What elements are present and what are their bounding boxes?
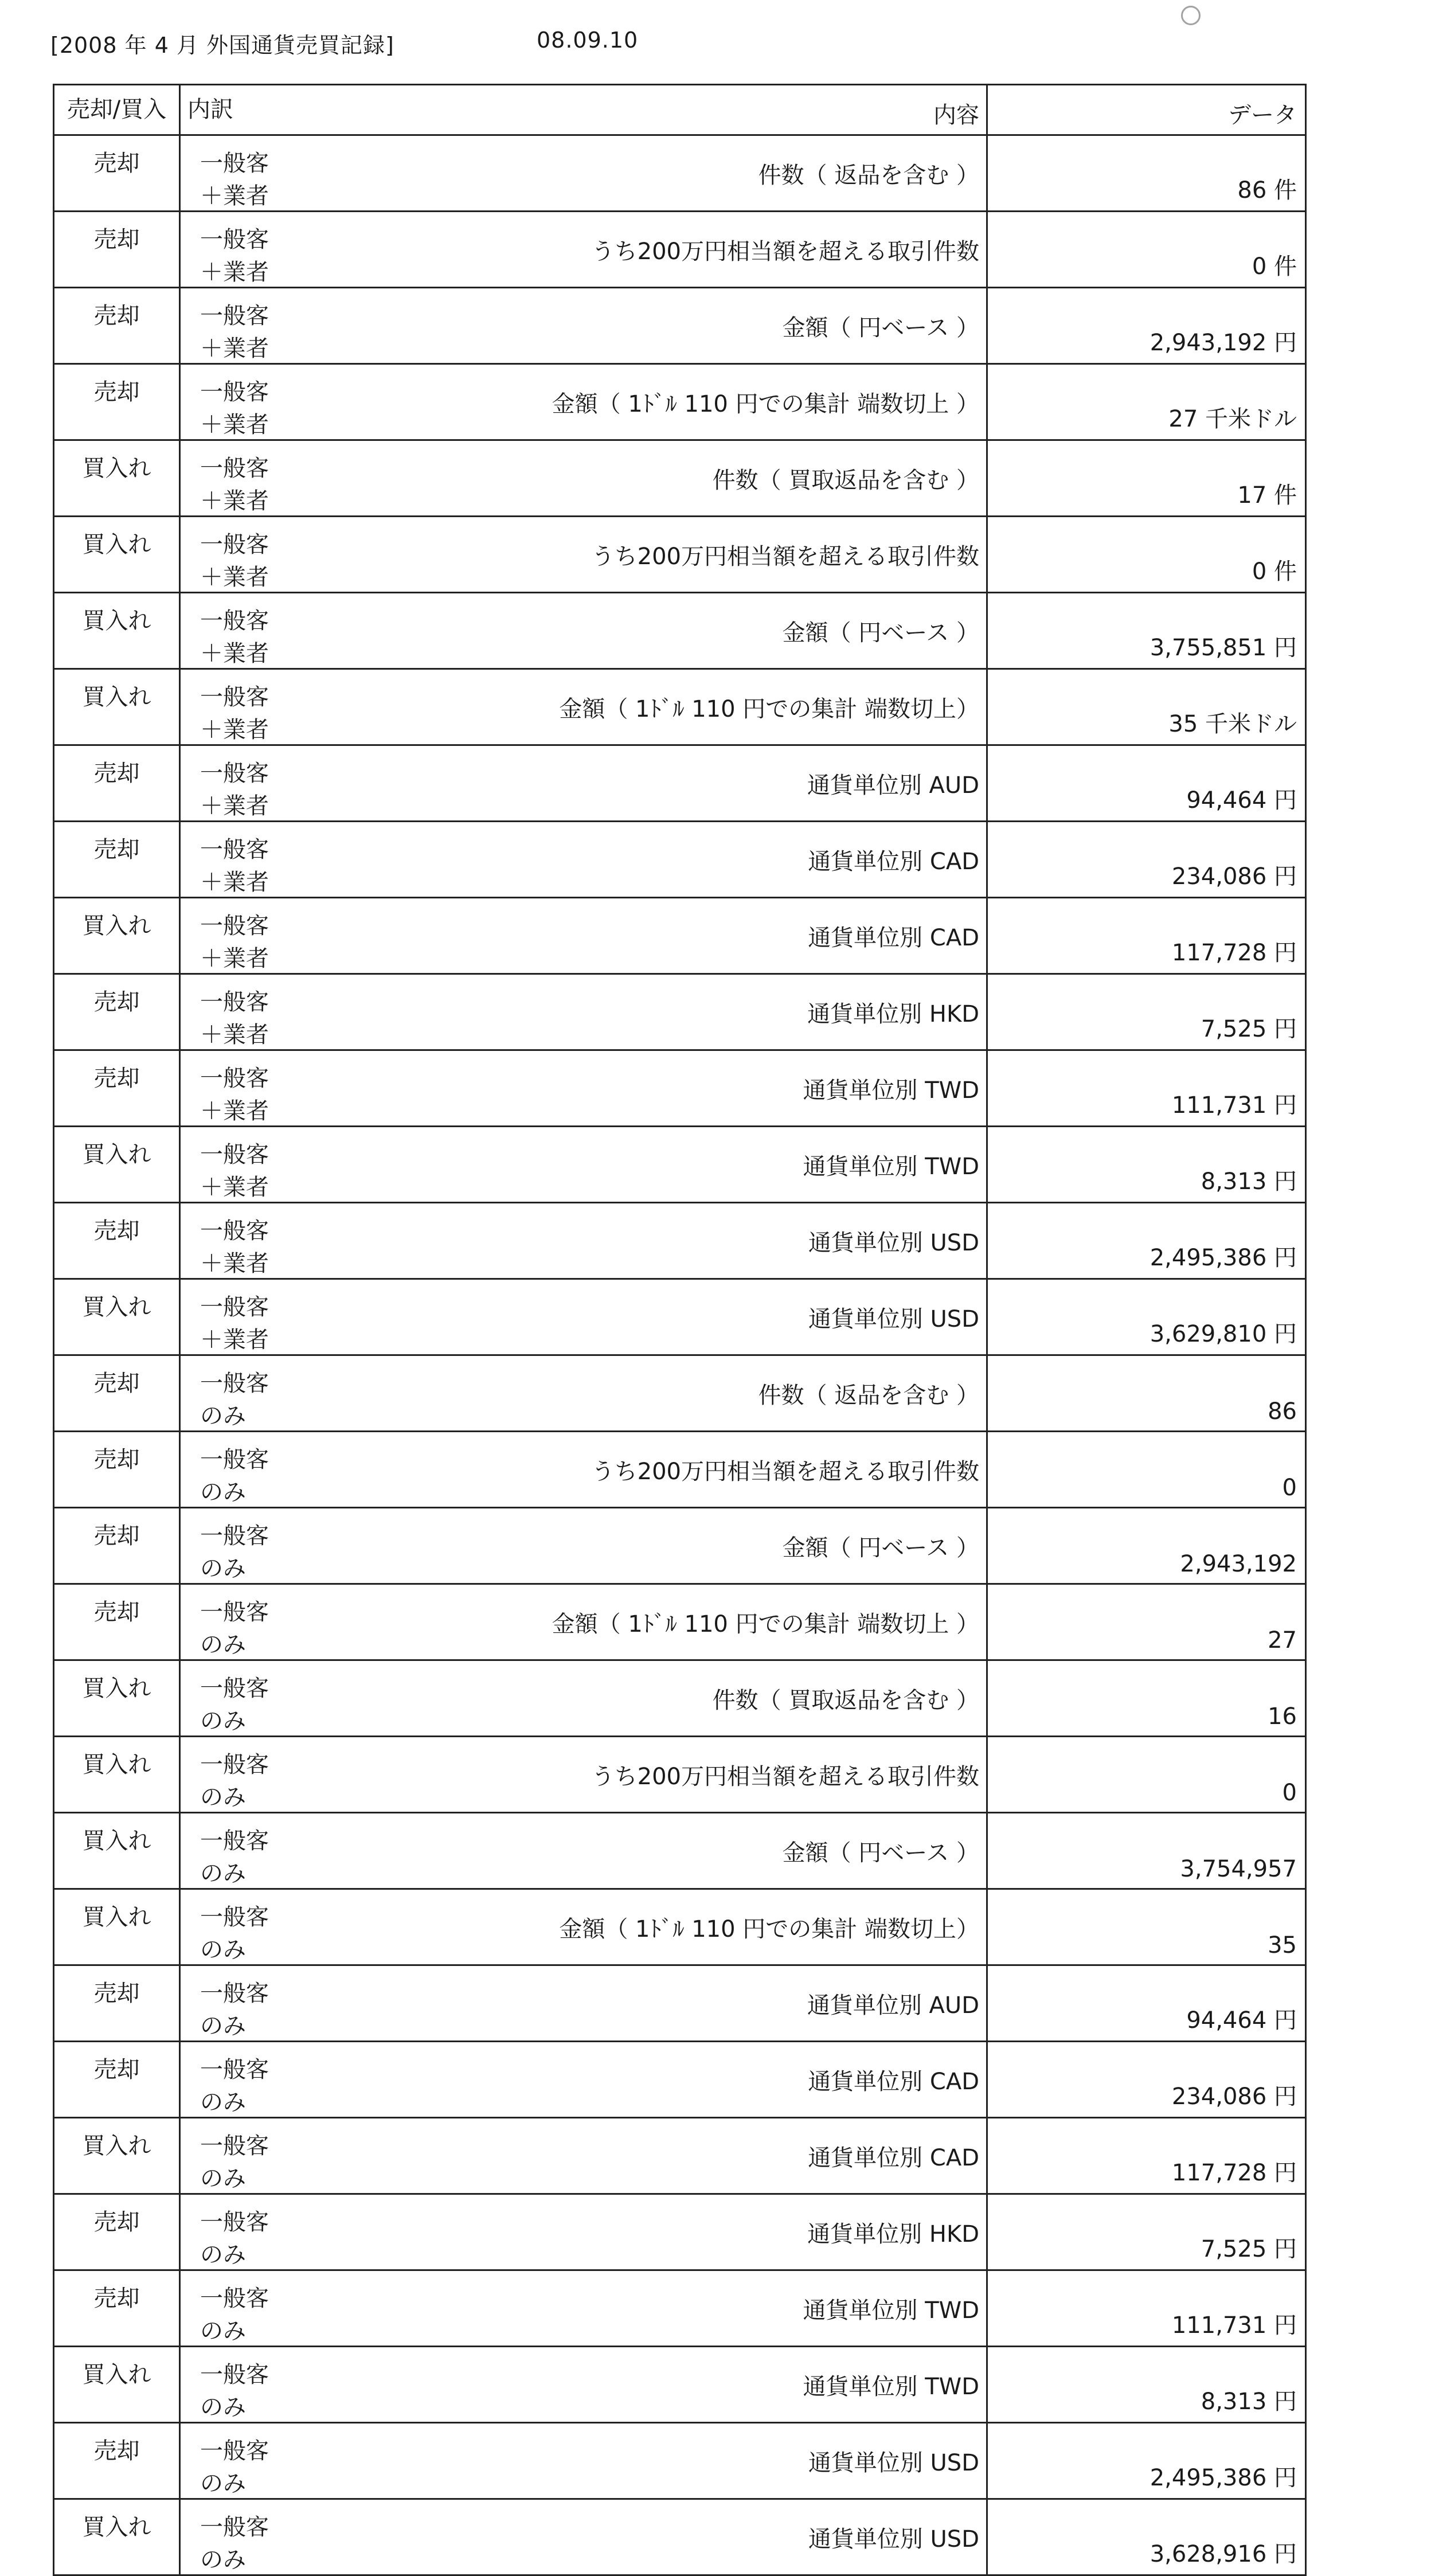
cell-breakdown: 一般客＋業者 bbox=[180, 1050, 287, 1127]
table-row bbox=[54, 1050, 1306, 1127]
cell-breakdown: 一般客＋業者 bbox=[180, 745, 287, 822]
cell-data: 16 bbox=[987, 1660, 1306, 1737]
cell-breakdown: 一般客＋業者 bbox=[180, 593, 287, 669]
cell-content: 通貨単位別 TWD bbox=[287, 2270, 987, 2347]
cell-type: 売却 bbox=[54, 822, 180, 898]
cell-breakdown: 一般客のみ bbox=[180, 1889, 287, 1965]
cell-data: 2,943,192 bbox=[987, 1508, 1306, 1584]
cell-type: 買入れ bbox=[54, 2118, 180, 2194]
cell-data: 7,525 円 bbox=[987, 974, 1306, 1050]
cell-content: 通貨単位別 USD bbox=[287, 2423, 987, 2499]
cell-breakdown: 一般客＋業者 bbox=[180, 898, 287, 974]
cell-breakdown: 一般客のみ bbox=[180, 2118, 287, 2194]
cell-data: 0 件 bbox=[987, 212, 1306, 288]
cell-breakdown: 一般客＋業者 bbox=[180, 517, 287, 593]
cell-type: 売却 bbox=[54, 212, 180, 288]
cell-data: 0 bbox=[987, 1737, 1306, 1813]
cell-breakdown: 一般客＋業者 bbox=[180, 288, 287, 364]
table-row bbox=[54, 2118, 1306, 2194]
table-row bbox=[54, 2499, 1306, 2575]
cell-data: 17 件 bbox=[987, 440, 1306, 517]
table-row bbox=[54, 1584, 1306, 1660]
cell-breakdown: 一般客＋業者 bbox=[180, 822, 287, 898]
cell-breakdown: 一般客のみ bbox=[180, 1965, 287, 2042]
cell-data: 8,313 円 bbox=[987, 2347, 1306, 2423]
cell-breakdown: 一般客＋業者 bbox=[180, 440, 287, 517]
cell-data: 27 bbox=[987, 1584, 1306, 1660]
cell-breakdown: 一般客のみ bbox=[180, 2499, 287, 2575]
table-row bbox=[54, 1355, 1306, 1432]
table-row bbox=[54, 288, 1306, 364]
table-row bbox=[54, 1203, 1306, 1279]
cell-breakdown: 一般客＋業者 bbox=[180, 1279, 287, 1355]
cell-content: 通貨単位別 TWD bbox=[287, 1127, 987, 1203]
cell-content: 通貨単位別 CAD bbox=[287, 2042, 987, 2118]
cell-type: 買入れ bbox=[54, 669, 180, 745]
table-row bbox=[54, 1127, 1306, 1203]
cell-content: 件数（ 返品を含む ） bbox=[287, 1355, 987, 1432]
cell-content: 通貨単位別 USD bbox=[287, 1203, 987, 1279]
cell-data: 0 bbox=[987, 1432, 1306, 1508]
cell-breakdown: 一般客＋業者 bbox=[180, 974, 287, 1050]
cell-data: 27 千米ドル bbox=[987, 364, 1306, 440]
table-row bbox=[54, 364, 1306, 440]
column-header-data: データ bbox=[987, 85, 1306, 135]
cell-data: 2,943,192 円 bbox=[987, 288, 1306, 364]
cell-type: 買入れ bbox=[54, 517, 180, 593]
cell-content: 通貨単位別 CAD bbox=[287, 822, 987, 898]
cell-breakdown: 一般客のみ bbox=[180, 1355, 287, 1432]
cell-type: 売却 bbox=[54, 364, 180, 440]
cell-type: 買入れ bbox=[54, 593, 180, 669]
cell-content: 金額（ 1ﾄﾞﾙ 110 円での集計 端数切上） bbox=[287, 1889, 987, 1965]
cell-breakdown: 一般客＋業者 bbox=[180, 135, 287, 212]
table-row bbox=[54, 517, 1306, 593]
cell-type: 買入れ bbox=[54, 2499, 180, 2575]
cell-breakdown: 一般客のみ bbox=[180, 1432, 287, 1508]
table-row bbox=[54, 2347, 1306, 2423]
cell-breakdown: 一般客＋業者 bbox=[180, 364, 287, 440]
table-row bbox=[54, 212, 1306, 288]
cell-data: 7,525 円 bbox=[987, 2194, 1306, 2270]
cell-type: 買入れ bbox=[54, 1660, 180, 1737]
cell-type: 売却 bbox=[54, 1965, 180, 2042]
cell-content: 通貨単位別 AUD bbox=[287, 1965, 987, 2042]
cell-type: 買入れ bbox=[54, 1127, 180, 1203]
fx-record-table bbox=[53, 84, 1307, 2576]
cell-type: 売却 bbox=[54, 2270, 180, 2347]
cell-data: 2,495,386 円 bbox=[987, 2423, 1306, 2499]
table-row bbox=[54, 593, 1306, 669]
cell-content: うち200万円相当額を超える取引件数 bbox=[287, 212, 987, 288]
column-header-content: 内容 bbox=[287, 85, 987, 135]
cell-data: 35 bbox=[987, 1889, 1306, 1965]
cell-breakdown: 一般客のみ bbox=[180, 1508, 287, 1584]
cell-content: 通貨単位別 TWD bbox=[287, 1050, 987, 1127]
cell-data: 117,728 円 bbox=[987, 898, 1306, 974]
cell-content: 通貨単位別 CAD bbox=[287, 898, 987, 974]
cell-content: 通貨単位別 USD bbox=[287, 1279, 987, 1355]
table-header-row bbox=[54, 85, 1306, 135]
cell-content: 件数（ 買取返品を含む ） bbox=[287, 1660, 987, 1737]
cell-breakdown: 一般客のみ bbox=[180, 2042, 287, 2118]
cell-type: 売却 bbox=[54, 1355, 180, 1432]
cell-type: 買入れ bbox=[54, 2347, 180, 2423]
cell-content: 通貨単位別 HKD bbox=[287, 974, 987, 1050]
table-row bbox=[54, 2423, 1306, 2499]
table-row bbox=[54, 440, 1306, 517]
cell-content: 通貨単位別 USD bbox=[287, 2499, 987, 2575]
cell-data: 86 bbox=[987, 1355, 1306, 1432]
cell-data: 111,731 円 bbox=[987, 2270, 1306, 2347]
table-row bbox=[54, 669, 1306, 745]
table-row bbox=[54, 1813, 1306, 1889]
document-title: [2008 年 4 月 外国通貨売買記録] bbox=[50, 33, 394, 58]
cell-content: 金額（ 円ベース ） bbox=[287, 593, 987, 669]
cell-data: 3,755,851 円 bbox=[987, 593, 1306, 669]
cell-type: 買入れ bbox=[54, 1737, 180, 1813]
table-row bbox=[54, 135, 1306, 212]
cell-type: 売却 bbox=[54, 974, 180, 1050]
table-row bbox=[54, 822, 1306, 898]
cell-data: 111,731 円 bbox=[987, 1050, 1306, 1127]
cell-type: 売却 bbox=[54, 745, 180, 822]
cell-type: 売却 bbox=[54, 1508, 180, 1584]
column-header-breakdown: 内訳 bbox=[180, 85, 287, 135]
cell-content: 金額（ 円ベース ） bbox=[287, 1508, 987, 1584]
cell-content: 金額（ 1ﾄﾞﾙ 110 円での集計 端数切上） bbox=[287, 669, 987, 745]
cell-content: うち200万円相当額を超える取引件数 bbox=[287, 1737, 987, 1813]
cell-breakdown: 一般客のみ bbox=[180, 1813, 287, 1889]
cell-type: 売却 bbox=[54, 1050, 180, 1127]
cell-type: 売却 bbox=[54, 288, 180, 364]
cell-breakdown: 一般客のみ bbox=[180, 2194, 287, 2270]
cell-content: 通貨単位別 TWD bbox=[287, 2347, 987, 2423]
table-row bbox=[54, 1508, 1306, 1584]
cell-data: 3,628,916 円 bbox=[987, 2499, 1306, 2575]
cell-type: 買入れ bbox=[54, 1813, 180, 1889]
table-row bbox=[54, 1279, 1306, 1355]
cell-data: 117,728 円 bbox=[987, 2118, 1306, 2194]
cell-breakdown: 一般客のみ bbox=[180, 2270, 287, 2347]
table-row bbox=[54, 1889, 1306, 1965]
cell-breakdown: 一般客＋業者 bbox=[180, 212, 287, 288]
cell-content: うち200万円相当額を超える取引件数 bbox=[287, 517, 987, 593]
cell-data: 234,086 円 bbox=[987, 822, 1306, 898]
cell-data: 234,086 円 bbox=[987, 2042, 1306, 2118]
cell-data: 0 件 bbox=[987, 517, 1306, 593]
cell-content: 件数（ 買取返品を含む ） bbox=[287, 440, 987, 517]
cell-content: 件数（ 返品を含む ） bbox=[287, 135, 987, 212]
cell-breakdown: 一般客のみ bbox=[180, 1660, 287, 1737]
cell-type: 売却 bbox=[54, 135, 180, 212]
cell-content: うち200万円相当額を超える取引件数 bbox=[287, 1432, 987, 1508]
cell-type: 売却 bbox=[54, 1584, 180, 1660]
table-row bbox=[54, 2042, 1306, 2118]
table-body bbox=[54, 135, 1306, 2575]
cell-data: 3,629,810 円 bbox=[987, 1279, 1306, 1355]
cell-content: 金額（ 1ﾄﾞﾙ 110 円での集計 端数切上 ） bbox=[287, 1584, 987, 1660]
document-date: 08.09.10 bbox=[537, 28, 639, 53]
cell-breakdown: 一般客のみ bbox=[180, 2347, 287, 2423]
cell-data: 94,464 円 bbox=[987, 1965, 1306, 2042]
cell-content: 金額（ 1ﾄﾞﾙ 110 円での集計 端数切上 ） bbox=[287, 364, 987, 440]
scan-mark bbox=[1181, 6, 1201, 25]
cell-type: 売却 bbox=[54, 2423, 180, 2499]
cell-breakdown: 一般客＋業者 bbox=[180, 1127, 287, 1203]
table-row bbox=[54, 745, 1306, 822]
cell-breakdown: 一般客＋業者 bbox=[180, 669, 287, 745]
cell-breakdown: 一般客＋業者 bbox=[180, 1203, 287, 1279]
cell-data: 86 件 bbox=[987, 135, 1306, 212]
table-row bbox=[54, 1965, 1306, 2042]
cell-data: 3,754,957 bbox=[987, 1813, 1306, 1889]
cell-type: 買入れ bbox=[54, 898, 180, 974]
cell-type: 売却 bbox=[54, 1203, 180, 1279]
table-row bbox=[54, 1737, 1306, 1813]
cell-data: 2,495,386 円 bbox=[987, 1203, 1306, 1279]
cell-content: 通貨単位別 AUD bbox=[287, 745, 987, 822]
cell-data: 35 千米ドル bbox=[987, 669, 1306, 745]
cell-type: 売却 bbox=[54, 1432, 180, 1508]
cell-content: 金額（ 円ベース ） bbox=[287, 288, 987, 364]
cell-type: 買入れ bbox=[54, 440, 180, 517]
cell-type: 売却 bbox=[54, 2042, 180, 2118]
cell-content: 通貨単位別 HKD bbox=[287, 2194, 987, 2270]
table-row bbox=[54, 2194, 1306, 2270]
cell-content: 通貨単位別 CAD bbox=[287, 2118, 987, 2194]
column-header-type: 売却/買入 bbox=[54, 85, 180, 135]
table-row bbox=[54, 898, 1306, 974]
table-row bbox=[54, 1432, 1306, 1508]
cell-data: 94,464 円 bbox=[987, 745, 1306, 822]
table-row bbox=[54, 974, 1306, 1050]
cell-content: 金額（ 円ベース ） bbox=[287, 1813, 987, 1889]
cell-type: 買入れ bbox=[54, 1889, 180, 1965]
table-row bbox=[54, 1660, 1306, 1737]
table-row bbox=[54, 2270, 1306, 2347]
cell-data: 8,313 円 bbox=[987, 1127, 1306, 1203]
cell-type: 売却 bbox=[54, 2194, 180, 2270]
cell-breakdown: 一般客のみ bbox=[180, 1737, 287, 1813]
cell-breakdown: 一般客のみ bbox=[180, 2423, 287, 2499]
cell-breakdown: 一般客のみ bbox=[180, 1584, 287, 1660]
cell-type: 買入れ bbox=[54, 1279, 180, 1355]
